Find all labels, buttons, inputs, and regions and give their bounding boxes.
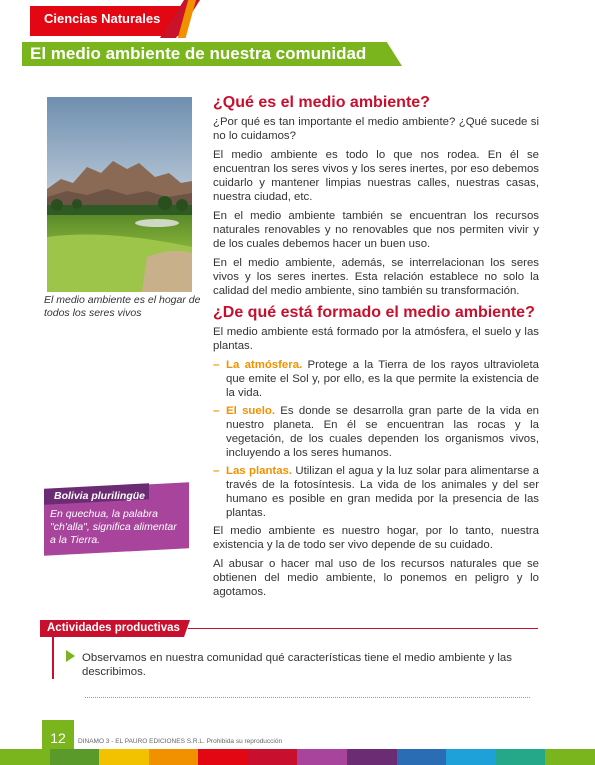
activities-rule [188,628,538,629]
list-text: Protege a la Tierra de los rayos ultravioleta que emite el Sol y, por ello, es la que permite la existencia de la vida. [226,359,539,399]
list-term: La atmósfera. [226,359,303,371]
section-heading-what-is: ¿Qué es el medio ambiente? [213,94,430,111]
page-number: 12 [50,730,66,746]
components-list [213,358,539,520]
list-term: Las plantas. [226,465,293,477]
section-heading-formed-by: ¿De qué está formado el medio ambiente? [213,304,535,321]
paragraph: En el medio ambiente, además, se interrelacionan los seres vivos y los seres inertes. Esta relación establece no solo la calidad del medio ambiente, sino también su transformación. [213,257,539,297]
paragraph: El medio ambiente es todo lo que nos rodea. En él se encuentran los seres vivos y los seres inertes, por eso debemos cuidarlo y mantener limpias nuestras calles, nuestras casas, nuestra ciudad, etc. [213,149,539,203]
activities-title: Actividades productivas [47,622,180,634]
activities-text: Observamos en nuestra comunidad qué características tiene el medio ambiente y las describimos. [82,652,512,678]
list-term: El suelo. [226,405,275,417]
paragraph: Al abusar o hacer mal uso de los recursos naturales que se obtienen del medio ambiente, lo ponemos en peligro y lo agotamos. [213,558,539,598]
photo-caption: El medio ambiente es el hogar de todos los seres vivos [44,294,201,319]
main-content [213,96,539,604]
activities-border [52,637,54,679]
dash-bullet: – [213,359,220,371]
color-stripe [0,749,595,765]
answer-line [85,697,530,698]
dash-bullet: – [213,405,220,417]
list-text: Utilizan el agua y la luz solar para alimentarse a través de la fotosíntesis. La vida de los animales y del ser humano es posible en gran medida por la presencia de las plantas. [226,465,539,519]
page-title: El medio ambiente de nuestra comunidad [30,44,367,63]
subject-label: Ciencias Naturales [44,11,161,26]
paragraph: El medio ambiente está formado por la atmósfera, el suelo y las plantas. [213,326,539,352]
play-arrow-icon [66,650,75,662]
dash-bullet: – [213,465,220,477]
paragraph: En el medio ambiente también se encuentran los recursos naturales renovables y no renovables que nos permiten vivir y de los cuales debemos hacer un buen uso. [213,210,539,250]
list-item [213,404,539,460]
footer-credit: DINAMO 3 - EL PAURO EDICIONES S.R.L. Prohibida su reproducción [78,738,283,745]
paragraph: El medio ambiente es nuestro hogar, por lo tanto, nuestra existencia y la de todo ser vivo depende de su cuidado. [213,525,539,551]
paragraph: ¿Por qué es tan importante el medio ambiente? ¿Qué sucede si no lo cuidamos? [213,116,539,142]
landscape-photo [47,97,192,292]
list-item [213,358,539,400]
list-item [213,464,539,520]
plurilingual-box-title: Bolivia plurilingüe [54,490,146,502]
plurilingual-box-text: En quechua, la palabra "ch'alla", significa alimentar a la Tierra. [50,508,177,546]
list-text: Es donde se desarrolla gran parte de la vida en nuestro planeta. En él se encuentran las rocas y la vegetación, de los cuales dependen los organismos vivos, incluyendo a los seres humanos. [226,405,540,459]
